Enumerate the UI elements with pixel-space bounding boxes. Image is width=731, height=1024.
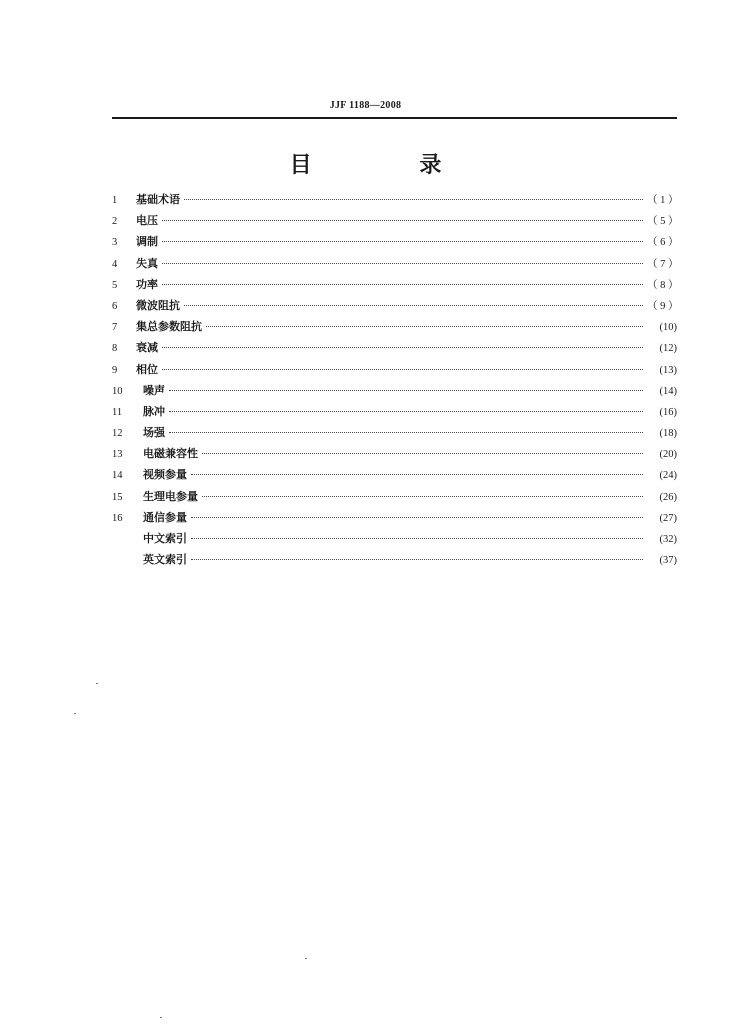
toc-entry bbox=[112, 551, 677, 572]
toc-leader-dots bbox=[191, 559, 643, 560]
toc-leader-dots bbox=[206, 326, 643, 327]
toc-entry-label: 基础术语 bbox=[136, 193, 180, 206]
toc-entry-label: 相位 bbox=[136, 362, 158, 376]
toc-entry-page: (26) bbox=[659, 491, 677, 503]
toc-leader-dots bbox=[191, 474, 643, 475]
toc-entry-label: 噪声 bbox=[143, 383, 165, 397]
toc-entry-label: 视频参量 bbox=[143, 468, 187, 482]
toc-entry-number: 3 bbox=[112, 237, 118, 249]
toc-entry bbox=[112, 509, 677, 530]
toc-entry-page: （ 1 ） bbox=[647, 195, 679, 206]
toc-entry bbox=[112, 424, 677, 445]
toc-entry-page: （ 6 ） bbox=[647, 237, 679, 249]
toc-entry-page: （ 9 ） bbox=[647, 300, 679, 312]
toc-entry bbox=[112, 212, 677, 233]
toc-entry-page: (37) bbox=[659, 555, 677, 567]
toc-entry-page: (18) bbox=[659, 428, 677, 440]
toc-entry bbox=[112, 318, 677, 339]
toc-entry-label: 失真 bbox=[136, 256, 158, 270]
toc-entry-page: (12) bbox=[659, 343, 677, 355]
toc-entry bbox=[112, 382, 677, 403]
toc-entry-label: 中文索引 bbox=[143, 532, 187, 545]
toc-entry-page: (27) bbox=[659, 512, 677, 524]
toc-entry bbox=[112, 403, 677, 424]
toc-entry-number: 8 bbox=[112, 343, 118, 355]
document-code: JJF 1188—2008 bbox=[329, 100, 402, 111]
toc-entry-page: (32) bbox=[659, 534, 677, 545]
toc-leader-dots bbox=[169, 432, 643, 433]
toc-entry bbox=[112, 233, 677, 254]
toc-leader-dots bbox=[162, 220, 643, 221]
toc-entry-label: 场强 bbox=[143, 426, 165, 440]
toc-entry-number: 15 bbox=[112, 491, 123, 503]
toc-leader-dots bbox=[162, 284, 643, 285]
toc-leader-dots bbox=[191, 517, 643, 518]
toc-entry-page: （ 7 ） bbox=[647, 258, 679, 270]
toc-entry-number: 13 bbox=[112, 449, 123, 461]
toc-entry-number: 12 bbox=[112, 428, 123, 440]
toc-leader-dots bbox=[202, 496, 643, 497]
toc-entry-label: 生理电参量 bbox=[143, 489, 198, 503]
toc-entry-number: 6 bbox=[112, 300, 118, 312]
toc-entry-number: 14 bbox=[112, 470, 123, 482]
toc-entry-label: 微波阻抗 bbox=[136, 298, 180, 312]
toc-leader-dots bbox=[162, 347, 643, 348]
toc-entry-label: 电磁兼容性 bbox=[143, 447, 198, 461]
toc-leader-dots bbox=[202, 453, 643, 454]
toc-entry-label: 调制 bbox=[136, 235, 158, 249]
toc-entry-number: 16 bbox=[112, 512, 123, 524]
toc-entry-number: 2 bbox=[112, 216, 118, 228]
toc-entry-label: 衰减 bbox=[136, 341, 158, 355]
toc-entry bbox=[112, 361, 677, 382]
toc-entry bbox=[112, 530, 677, 551]
toc-leader-dots bbox=[191, 538, 643, 539]
toc-leader-dots bbox=[184, 305, 643, 306]
toc-entry bbox=[112, 255, 677, 276]
toc-entry bbox=[112, 297, 677, 318]
toc-entry-page: (14) bbox=[659, 385, 677, 397]
toc-entry-number: 10 bbox=[112, 385, 123, 397]
toc-entry-page: (20) bbox=[659, 449, 677, 461]
toc-entry-number: 11 bbox=[112, 406, 123, 418]
toc-leader-dots bbox=[162, 241, 643, 242]
toc-leader-dots bbox=[169, 390, 643, 391]
scan-speck bbox=[74, 713, 76, 714]
toc-entry-number: 9 bbox=[112, 364, 118, 376]
toc-entry-label: 通信参量 bbox=[143, 510, 187, 524]
scan-speck bbox=[305, 958, 307, 959]
page-title: 目 录 bbox=[289, 153, 492, 178]
toc-entry bbox=[112, 276, 677, 297]
toc-entry bbox=[112, 466, 677, 487]
header-rule bbox=[112, 117, 677, 119]
toc-entry-page: (13) bbox=[659, 364, 677, 376]
toc-entry bbox=[112, 488, 677, 509]
toc-entry-label: 电压 bbox=[136, 214, 158, 228]
scan-speck bbox=[96, 683, 98, 684]
toc-entry-number: 7 bbox=[112, 322, 118, 334]
toc-entry bbox=[112, 445, 677, 466]
toc-entry-number: 1 bbox=[112, 195, 118, 206]
toc-entry bbox=[112, 191, 677, 212]
table-of-contents bbox=[112, 191, 677, 572]
toc-leader-dots bbox=[162, 369, 643, 370]
toc-entry-page: (10) bbox=[659, 322, 677, 334]
toc-leader-dots bbox=[162, 263, 643, 264]
toc-entry-number: 5 bbox=[112, 279, 118, 291]
toc-entry-number: 4 bbox=[112, 258, 118, 270]
scan-speck bbox=[160, 1017, 162, 1018]
toc-entry-label: 英文索引 bbox=[143, 553, 187, 567]
toc-leader-dots bbox=[184, 199, 643, 200]
toc-entry-label: 集总参数阻抗 bbox=[136, 320, 202, 334]
toc-entry bbox=[112, 339, 677, 360]
toc-entry-page: （ 8 ） bbox=[647, 279, 679, 291]
toc-entry-page: （ 5 ） bbox=[647, 216, 679, 228]
toc-entry-label: 脉冲 bbox=[143, 404, 165, 418]
toc-entry-label: 功率 bbox=[136, 277, 158, 291]
toc-leader-dots bbox=[169, 411, 643, 412]
toc-entry-page: (16) bbox=[659, 406, 677, 418]
toc-entry-page: (24) bbox=[659, 470, 677, 482]
